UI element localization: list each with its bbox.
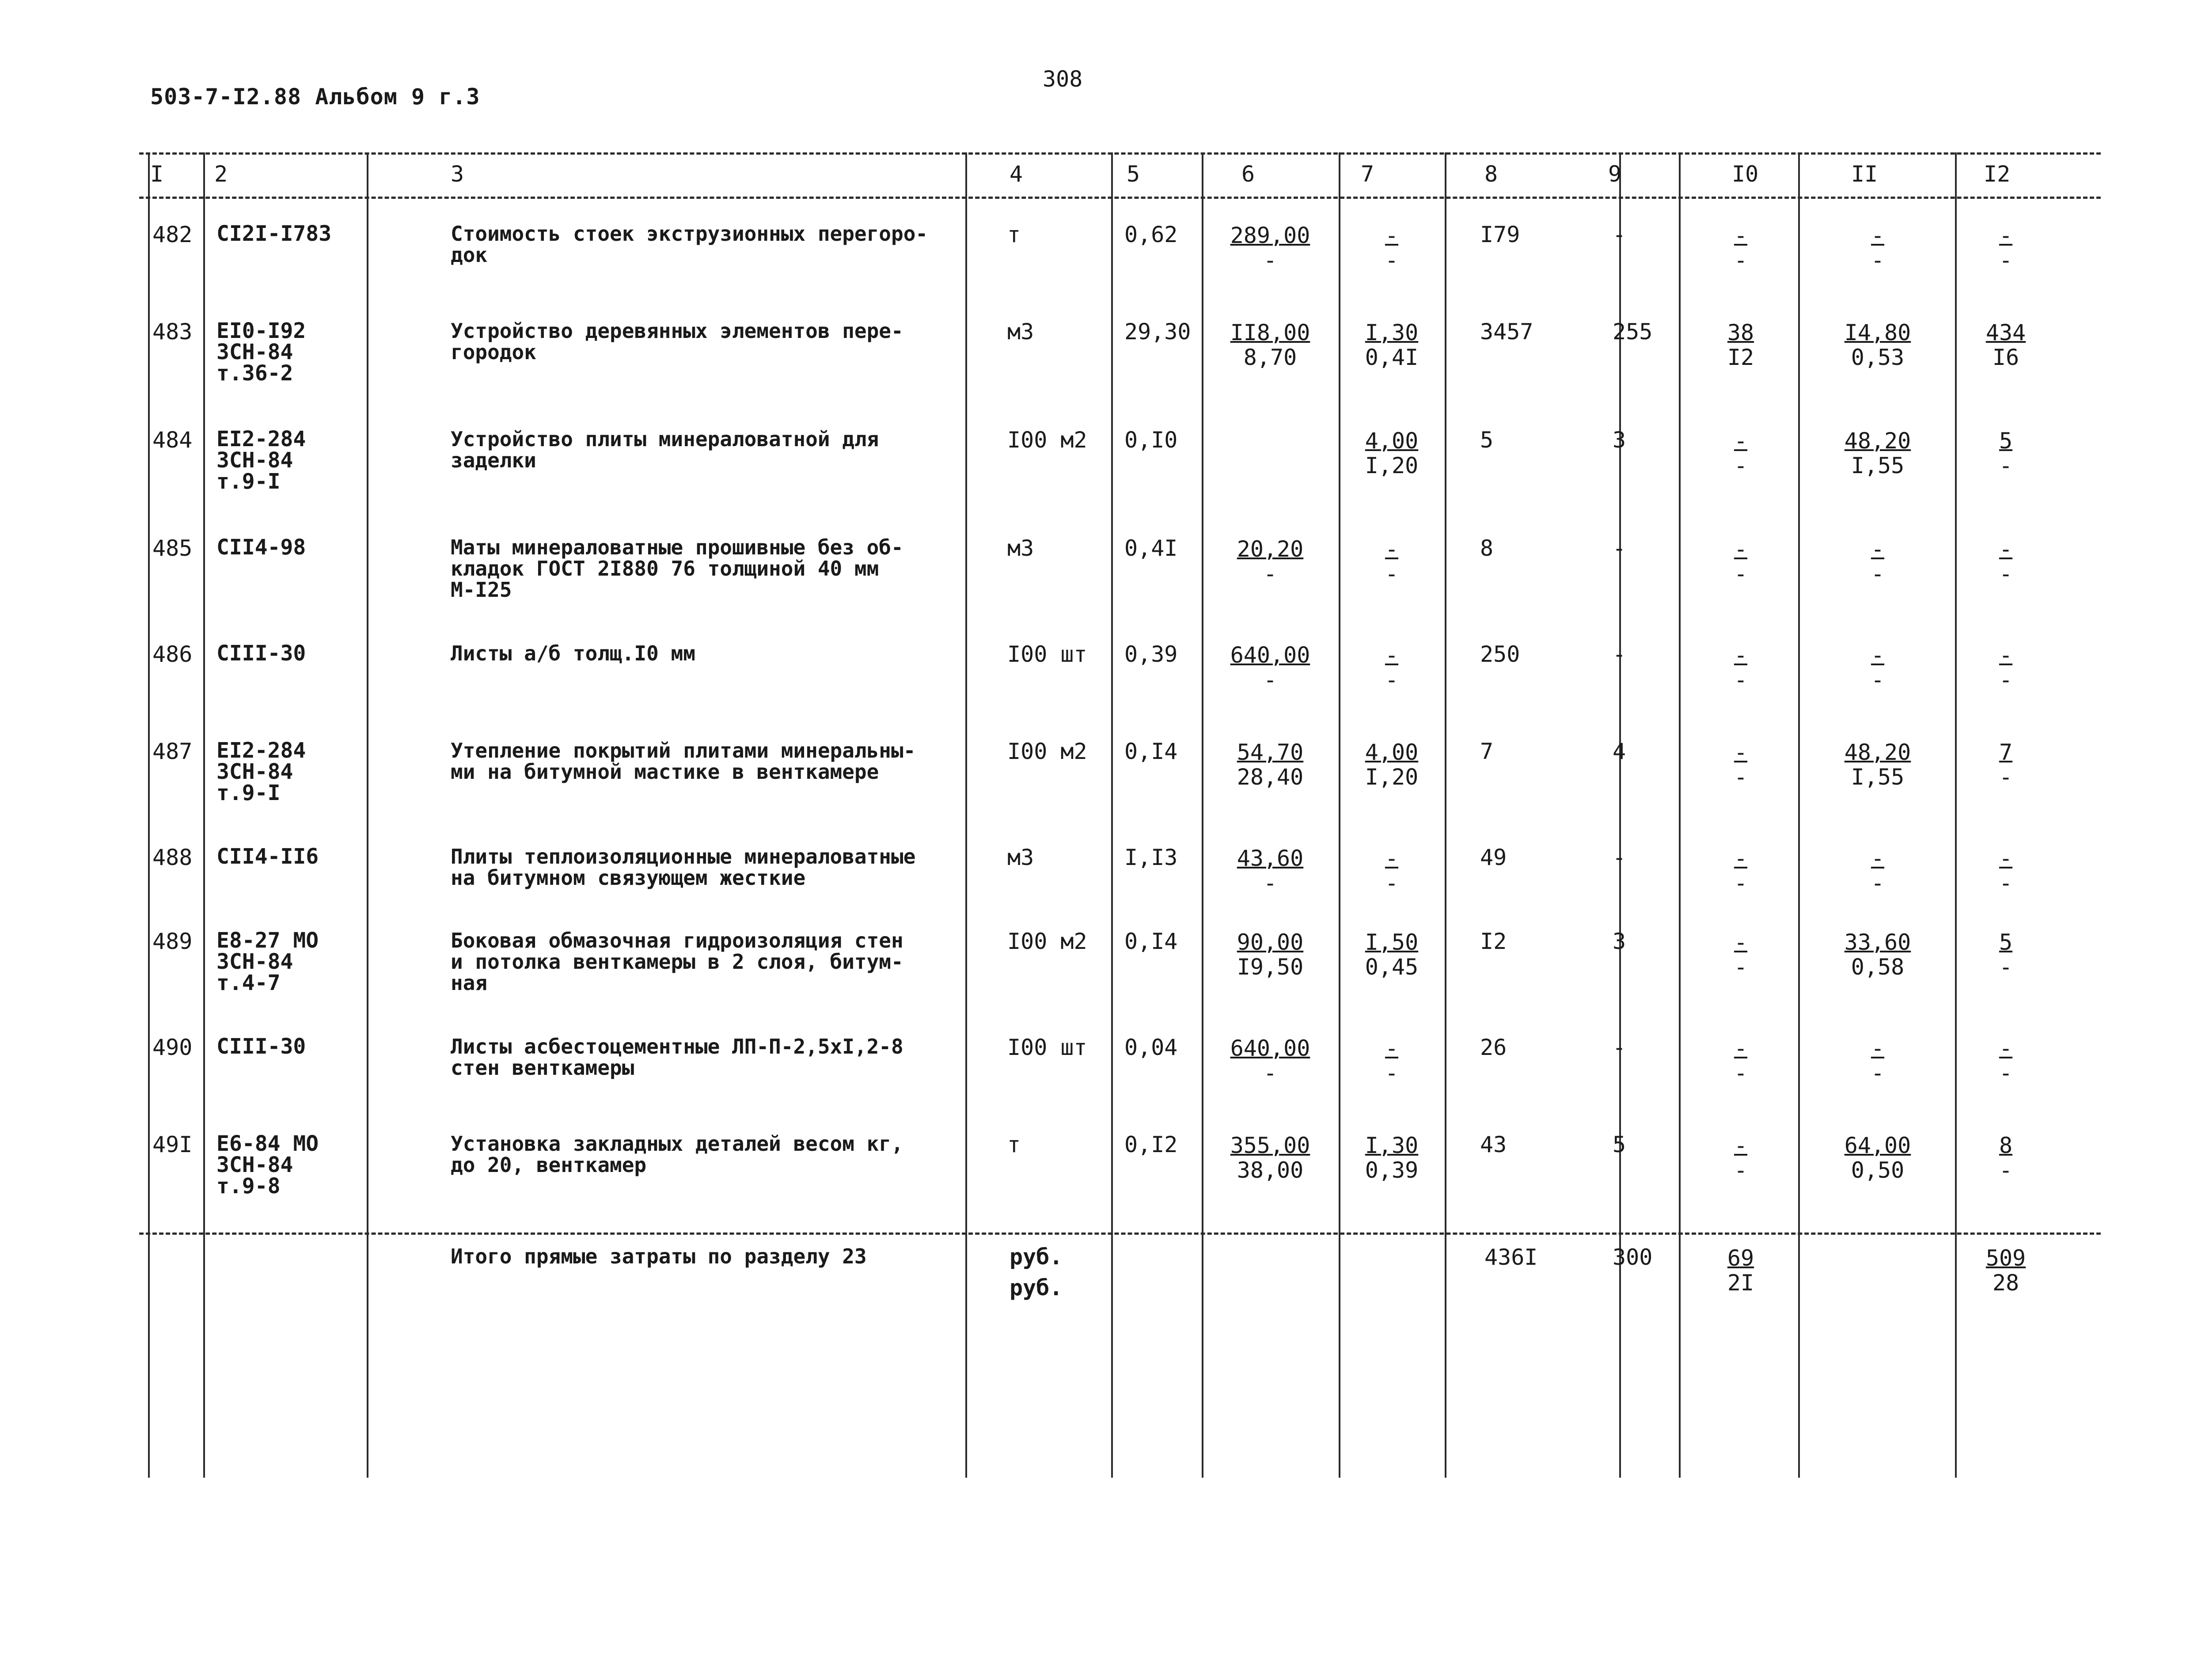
machine-cost-top: - xyxy=(1734,642,1748,668)
table-vertical-rule xyxy=(367,152,368,1478)
machine-cost xyxy=(1688,320,1794,370)
machine-total-bottom: - xyxy=(1999,453,2013,478)
table-vertical-rule xyxy=(1679,152,1681,1478)
rate-code: СIII-30 xyxy=(216,641,306,666)
machine-total-top: 8 xyxy=(1999,1133,2013,1158)
unit-wage-bottom: I,20 xyxy=(1365,764,1419,790)
machine-total-bottom: - xyxy=(1999,764,2013,790)
total-cost: 7 xyxy=(1480,739,1494,764)
unit-wage-top: - xyxy=(1385,536,1399,562)
rate-code: СII4-98 xyxy=(216,535,306,560)
unit-cost xyxy=(1211,223,1330,273)
unit-cost xyxy=(1211,643,1330,692)
machine-cost-bottom: - xyxy=(1734,954,1748,980)
machine-unit xyxy=(1805,740,1951,789)
quantity: 0,04 xyxy=(1124,1035,1178,1060)
machine-cost-bottom: - xyxy=(1734,247,1748,273)
total-cost: 43 xyxy=(1480,1132,1507,1157)
unit-wage-top: - xyxy=(1385,642,1399,668)
unit-cost-bottom: 8,70 xyxy=(1243,345,1297,370)
rate-code: ЕI0-I92 3СН-84 т.36-2 xyxy=(216,319,306,386)
machine-cost xyxy=(1688,223,1794,273)
quantity: 0,62 xyxy=(1124,222,1178,247)
table-vertical-rule xyxy=(1955,152,1957,1478)
unit-cost xyxy=(1211,320,1330,370)
total-wage-sum: 300 xyxy=(1613,1244,1653,1270)
work-description: Устройство плиты минераловатной для заделки xyxy=(451,427,879,472)
table-vertical-rule xyxy=(1619,152,1621,1478)
total-cost: 3457 xyxy=(1480,319,1533,345)
total-machine-total-bottom: 28 xyxy=(1992,1270,2019,1296)
total-cost-sum: 436I xyxy=(1484,1244,1538,1270)
total-wage: 3 xyxy=(1613,929,1626,954)
total-wage: 5 xyxy=(1613,1132,1626,1157)
rate-code: Е6-84 МО 3СН-84 т.9-8 xyxy=(216,1131,319,1198)
machine-cost-bottom: - xyxy=(1734,453,1748,478)
column-header: 7 xyxy=(1361,161,1374,187)
machine-unit-top: 48,20 xyxy=(1844,428,1911,454)
machine-unit-top: - xyxy=(1871,846,1885,871)
unit-wage xyxy=(1343,320,1440,370)
machine-cost xyxy=(1688,846,1794,895)
unit-wage-bottom: - xyxy=(1385,870,1399,896)
column-header: 9 xyxy=(1608,161,1622,187)
machine-cost-bottom: I2 xyxy=(1727,345,1754,370)
unit-cost-bottom: 28,40 xyxy=(1237,764,1304,790)
total-wage: - xyxy=(1613,641,1626,667)
machine-unit-bottom: 0,58 xyxy=(1851,954,1905,980)
machine-unit-bottom: I,55 xyxy=(1851,764,1905,790)
unit-wage xyxy=(1343,537,1440,586)
machine-cost xyxy=(1688,537,1794,586)
machine-cost-top: - xyxy=(1734,1133,1748,1158)
unit-cost xyxy=(1211,846,1330,895)
unit-cost-top: 640,00 xyxy=(1230,1035,1310,1061)
rate-code: СI2I-I783 xyxy=(216,221,332,246)
machine-unit-bottom: - xyxy=(1871,561,1885,587)
machine-cost xyxy=(1688,930,1794,979)
column-header: 8 xyxy=(1484,161,1498,187)
unit-cost-top: 54,70 xyxy=(1237,740,1304,765)
machine-unit xyxy=(1805,930,1951,979)
page-number: 308 xyxy=(1043,66,1083,92)
machine-total-bottom: - xyxy=(1999,561,2013,587)
column-header: 4 xyxy=(1010,161,1023,187)
machine-total-bottom: - xyxy=(1999,870,2013,896)
machine-cost-top: - xyxy=(1734,428,1748,454)
machine-total xyxy=(1962,1036,2050,1085)
machine-unit-top: 33,60 xyxy=(1844,929,1911,955)
machine-cost xyxy=(1688,1133,1794,1183)
machine-cost-bottom: - xyxy=(1734,764,1748,790)
total-cost: I79 xyxy=(1480,222,1520,247)
unit-cost-top: II8,00 xyxy=(1230,320,1310,345)
machine-total xyxy=(1962,846,2050,895)
machine-total xyxy=(1962,930,2050,979)
work-description: Листы а/б толщ.I0 мм xyxy=(451,641,695,665)
machine-total xyxy=(1962,429,2050,478)
machine-unit-top: 64,00 xyxy=(1844,1133,1911,1158)
unit-cost-top: 43,60 xyxy=(1237,846,1304,871)
unit-wage-top: - xyxy=(1385,1035,1399,1061)
unit-cost-top: 90,00 xyxy=(1237,929,1304,955)
machine-total-top: 5 xyxy=(1999,929,2013,955)
unit-wage-top: I,30 xyxy=(1365,1133,1419,1158)
unit: I00 шт xyxy=(1007,1035,1087,1060)
machine-unit xyxy=(1805,1133,1951,1183)
unit-wage xyxy=(1343,740,1440,789)
unit-wage xyxy=(1343,930,1440,979)
rate-code: Е8-27 МО 3СН-84 т.4-7 xyxy=(216,928,319,995)
unit-wage-bottom: - xyxy=(1385,1060,1399,1086)
total-machine-cost xyxy=(1688,1246,1794,1295)
total-wage: 3 xyxy=(1613,427,1626,453)
machine-total-top: - xyxy=(1999,846,2013,871)
machine-cost xyxy=(1688,429,1794,478)
quantity: 0,I4 xyxy=(1124,929,1178,954)
unit-wage-bottom: - xyxy=(1385,667,1399,693)
machine-unit-bottom: 0,53 xyxy=(1851,345,1905,370)
machine-unit xyxy=(1805,429,1951,478)
unit: м3 xyxy=(1007,319,1034,345)
unit-wage-bottom: 0,45 xyxy=(1365,954,1419,980)
total-wage: - xyxy=(1613,222,1626,247)
unit-wage-top: - xyxy=(1385,846,1399,871)
machine-unit-top: - xyxy=(1871,536,1885,562)
column-header: 3 xyxy=(451,161,464,187)
unit-wage-bottom: - xyxy=(1385,247,1399,273)
column-header: 2 xyxy=(214,161,228,187)
machine-unit-bottom: 0,50 xyxy=(1851,1157,1905,1183)
total-wage: - xyxy=(1613,535,1626,561)
unit: т xyxy=(1007,1132,1021,1157)
machine-cost xyxy=(1688,740,1794,789)
machine-total-top: - xyxy=(1999,1035,2013,1061)
total-cost: I2 xyxy=(1480,929,1507,954)
unit: I00 м2 xyxy=(1007,739,1087,764)
quantity: 0,I4 xyxy=(1124,739,1178,764)
unit-wage-bottom: 0,4I xyxy=(1365,345,1419,370)
rate-code: ЕI2-284 3СН-84 т.9-I xyxy=(216,738,306,805)
total-machine-cost-top: 69 xyxy=(1727,1245,1754,1271)
unit-cost-bottom: - xyxy=(1263,667,1277,693)
total-machine-total xyxy=(1962,1246,2050,1295)
work-description: Листы асбестоцементные ЛП-П-2,5хI,2-8 стен венткамеры xyxy=(451,1035,903,1080)
unit-cost-top: 355,00 xyxy=(1230,1133,1310,1158)
machine-cost-top: - xyxy=(1734,740,1748,765)
row-number: 484 xyxy=(152,427,193,453)
total-machine-cost-bottom: 2I xyxy=(1727,1270,1754,1296)
unit-wage xyxy=(1343,1133,1440,1183)
total-wage: - xyxy=(1613,845,1626,870)
unit-cost-bottom: I9,50 xyxy=(1237,954,1304,980)
machine-cost-top: - xyxy=(1734,536,1748,562)
machine-cost-top: 38 xyxy=(1727,320,1754,345)
table-vertical-rule xyxy=(1111,152,1113,1478)
row-number: 485 xyxy=(152,535,193,561)
unit-wage-top: I,50 xyxy=(1365,929,1419,955)
machine-unit-bottom: - xyxy=(1871,667,1885,693)
unit-cost-top: 289,00 xyxy=(1230,223,1310,248)
work-description: Маты минераловатные прошивные без об- кладок ГОСТ 2I880 76 толщиной 40 мм М-I25 xyxy=(451,535,903,602)
unit-wage-top: - xyxy=(1385,223,1399,248)
row-number: 482 xyxy=(152,222,193,247)
unit: I00 м2 xyxy=(1007,427,1087,453)
work-description: Плиты теплоизоляционные минераловатные на битумном связующем жесткие xyxy=(451,845,916,890)
unit-wage-bottom: 0,39 xyxy=(1365,1157,1419,1183)
machine-cost-top: - xyxy=(1734,223,1748,248)
machine-total-top: 7 xyxy=(1999,740,2013,765)
machine-cost-bottom: - xyxy=(1734,1060,1748,1086)
machine-total-bottom: - xyxy=(1999,954,2013,980)
row-number: 489 xyxy=(152,929,193,954)
table-vertical-rule xyxy=(148,152,150,1478)
machine-unit-top: 48,20 xyxy=(1844,740,1911,765)
row-number: 483 xyxy=(152,319,193,345)
unit-cost-bottom: 38,00 xyxy=(1237,1157,1304,1183)
unit-cost xyxy=(1211,537,1330,586)
table-vertical-rule xyxy=(203,152,205,1478)
machine-total-bottom: - xyxy=(1999,667,2013,693)
row-number: 488 xyxy=(152,845,193,870)
table-dashed-rule xyxy=(139,1233,2101,1235)
total-cost: 49 xyxy=(1480,845,1507,870)
table-vertical-rule xyxy=(1798,152,1800,1478)
machine-total-top: - xyxy=(1999,536,2013,562)
column-header: 6 xyxy=(1241,161,1255,187)
work-description: Боковая обмазочная гидроизоляция стен и потолка венткамеры в 2 слоя, битум- ная xyxy=(451,929,903,995)
column-header: I0 xyxy=(1732,161,1759,187)
column-header: 5 xyxy=(1127,161,1140,187)
unit: I00 м2 xyxy=(1007,929,1087,954)
unit-cost-top: 20,20 xyxy=(1237,536,1304,562)
work-description: Установка закладных деталей весом кг, до 20, венткамер xyxy=(451,1132,903,1177)
machine-unit xyxy=(1805,1036,1951,1085)
table-vertical-rule xyxy=(1445,152,1446,1478)
total-wage: - xyxy=(1613,1035,1626,1060)
unit-cost-bottom: - xyxy=(1263,1060,1277,1086)
machine-unit xyxy=(1805,320,1951,370)
machine-cost-bottom: - xyxy=(1734,1157,1748,1183)
unit-cost xyxy=(1211,1036,1330,1085)
column-header: I xyxy=(150,161,164,187)
quantity: 0,I2 xyxy=(1124,1132,1178,1157)
unit-wage xyxy=(1343,1036,1440,1085)
machine-cost-top: - xyxy=(1734,1035,1748,1061)
total-machine-total-top: 509 xyxy=(1985,1245,2026,1271)
row-number: 487 xyxy=(152,739,193,764)
unit-cost xyxy=(1211,930,1330,979)
quantity: 0,I0 xyxy=(1124,427,1178,453)
unit-wage-top: 4,00 xyxy=(1365,428,1419,454)
unit: I00 шт xyxy=(1007,641,1087,667)
total-cost: 8 xyxy=(1480,535,1494,561)
total-label: Итого прямые затраты по разделу 23 xyxy=(451,1244,867,1268)
total-cost: 26 xyxy=(1480,1035,1507,1060)
row-number: 49I xyxy=(152,1132,193,1157)
document-code: 503-7-I2.88 Альбом 9 г.3 xyxy=(150,84,480,110)
unit-wage-top: I,30 xyxy=(1365,320,1419,345)
machine-total-bottom: - xyxy=(1999,1157,2013,1183)
unit-wage xyxy=(1343,223,1440,273)
rate-code: ЕI2-284 3СН-84 т.9-I xyxy=(216,427,306,494)
row-number: 486 xyxy=(152,641,193,667)
total-unit: руб. руб. xyxy=(1010,1244,1063,1301)
rate-code: СIII-30 xyxy=(216,1034,306,1059)
machine-total xyxy=(1962,320,2050,370)
machine-total-bottom: I6 xyxy=(1992,345,2019,370)
machine-unit xyxy=(1805,846,1951,895)
machine-cost-bottom: - xyxy=(1734,561,1748,587)
machine-cost xyxy=(1688,1036,1794,1085)
machine-total-bottom: - xyxy=(1999,1060,2013,1086)
table-vertical-rule xyxy=(1202,152,1203,1478)
table-dashed-rule xyxy=(139,197,2101,199)
work-description: Стоимость стоек экструзионных перегоро- док xyxy=(451,222,928,267)
unit-cost-bottom: - xyxy=(1263,561,1277,587)
machine-unit-top: - xyxy=(1871,223,1885,248)
machine-cost-bottom: - xyxy=(1734,870,1748,896)
unit-wage xyxy=(1343,643,1440,692)
unit: м3 xyxy=(1007,845,1034,870)
machine-unit-top: I4,80 xyxy=(1844,320,1911,345)
unit-cost-top: 640,00 xyxy=(1230,642,1310,668)
table-dashed-rule xyxy=(139,152,2101,155)
machine-unit-top: - xyxy=(1871,1035,1885,1061)
quantity: 0,39 xyxy=(1124,641,1178,667)
machine-cost-bottom: - xyxy=(1734,667,1748,693)
work-description: Утепление покрытий плитами минеральны- ми на битумной мастике в венткамере xyxy=(451,739,916,784)
quantity: 0,4I xyxy=(1124,535,1178,561)
machine-total-bottom: - xyxy=(1999,247,2013,273)
machine-cost-top: - xyxy=(1734,929,1748,955)
work-description: Устройство деревянных элементов пере- городок xyxy=(451,319,903,364)
machine-total-top: 434 xyxy=(1985,320,2026,345)
machine-total xyxy=(1962,643,2050,692)
unit-cost xyxy=(1211,1133,1330,1183)
unit-wage-bottom: - xyxy=(1385,561,1399,587)
rate-code: СII4-II6 xyxy=(216,844,319,869)
unit-cost-bottom: - xyxy=(1263,870,1277,896)
machine-unit-bottom: - xyxy=(1871,1060,1885,1086)
machine-total-top: - xyxy=(1999,642,2013,668)
column-header: II xyxy=(1851,161,1878,187)
machine-cost-top: - xyxy=(1734,846,1748,871)
column-header: I2 xyxy=(1984,161,2011,187)
total-wage: 255 xyxy=(1613,319,1653,345)
table-vertical-rule xyxy=(965,152,967,1478)
machine-unit xyxy=(1805,537,1951,586)
machine-unit xyxy=(1805,223,1951,273)
machine-total xyxy=(1962,1133,2050,1183)
unit-cost xyxy=(1211,740,1330,789)
machine-cost xyxy=(1688,643,1794,692)
machine-unit-bottom: - xyxy=(1871,870,1885,896)
unit: т xyxy=(1007,222,1021,247)
total-cost: 5 xyxy=(1480,427,1494,453)
unit-wage-top: 4,00 xyxy=(1365,740,1419,765)
unit-wage xyxy=(1343,429,1440,478)
quantity: I,I3 xyxy=(1124,845,1178,870)
machine-total xyxy=(1962,740,2050,789)
machine-unit xyxy=(1805,643,1951,692)
machine-total xyxy=(1962,537,2050,586)
machine-unit-bottom: - xyxy=(1871,247,1885,273)
unit-wage xyxy=(1343,846,1440,895)
machine-unit-top: - xyxy=(1871,642,1885,668)
machine-unit-bottom: I,55 xyxy=(1851,453,1905,478)
machine-total-top: 5 xyxy=(1999,428,2013,454)
table-vertical-rule xyxy=(1339,152,1340,1478)
total-wage: 4 xyxy=(1613,739,1626,764)
unit: м3 xyxy=(1007,535,1034,561)
machine-total-top: - xyxy=(1999,223,2013,248)
machine-total xyxy=(1962,223,2050,273)
unit-wage-bottom: I,20 xyxy=(1365,453,1419,478)
row-number: 490 xyxy=(152,1035,193,1060)
quantity: 29,30 xyxy=(1124,319,1191,345)
total-cost: 250 xyxy=(1480,641,1520,667)
unit-cost-bottom: - xyxy=(1263,247,1277,273)
